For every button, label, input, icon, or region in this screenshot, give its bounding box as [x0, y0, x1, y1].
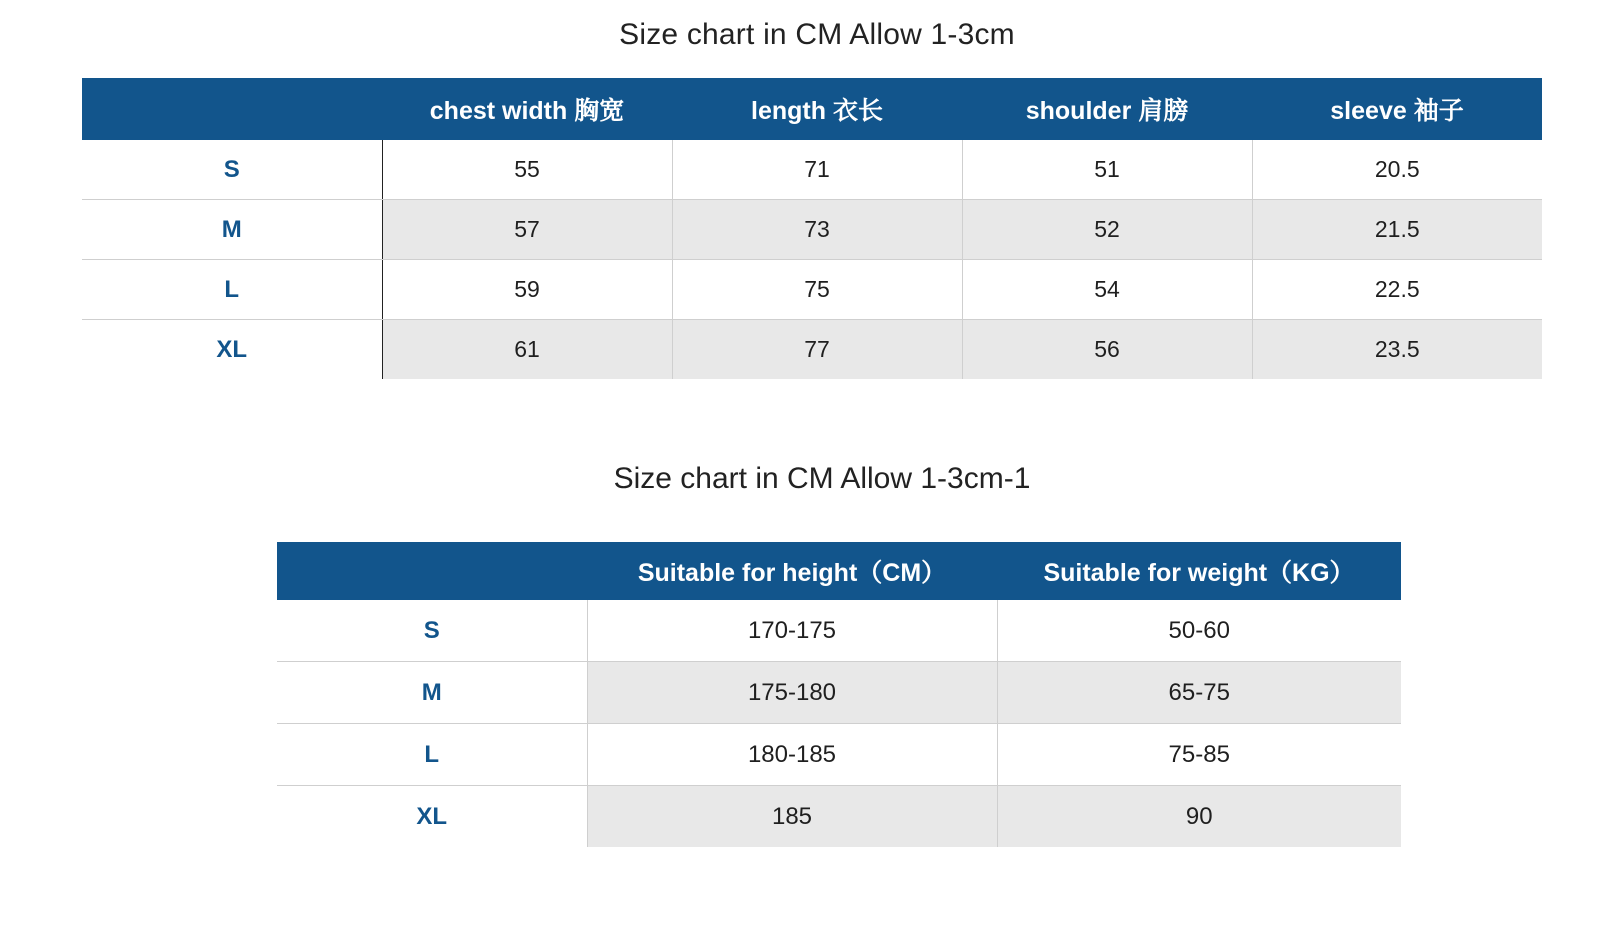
cell-chest-width: 57 [382, 200, 672, 260]
cell-length: 77 [672, 320, 962, 380]
cell-shoulder: 54 [962, 260, 1252, 320]
cell-sleeve: 20.5 [1252, 140, 1542, 200]
table-row [277, 600, 1401, 662]
cell-weight: 50-60 [997, 600, 1401, 662]
cell-length: 73 [672, 200, 962, 260]
cell-height: 180-185 [587, 724, 997, 786]
column-header-size [277, 542, 587, 600]
column-header-chest-width: chest width 胸宽 [382, 78, 672, 140]
table-row [277, 724, 1401, 786]
table-row [277, 662, 1401, 724]
cell-sleeve: 23.5 [1252, 320, 1542, 380]
size-label: M [82, 200, 382, 260]
table-row [82, 320, 1542, 380]
size-label: M [277, 662, 587, 724]
column-header-sleeve: sleeve 袖子 [1252, 78, 1542, 140]
table-row [277, 786, 1401, 848]
size-label: L [82, 260, 382, 320]
cell-height: 185 [587, 786, 997, 848]
cell-shoulder: 52 [962, 200, 1252, 260]
size-label: L [277, 724, 587, 786]
size-label: XL [82, 320, 382, 380]
table-row [82, 200, 1542, 260]
column-header-height: Suitable for height（CM） [587, 542, 997, 600]
size-label: S [82, 140, 382, 200]
cell-sleeve: 22.5 [1252, 260, 1542, 320]
chart-1-title: Size chart in CM Allow 1-3cm [619, 18, 1015, 51]
cell-height: 175-180 [587, 662, 997, 724]
cell-length: 71 [672, 140, 962, 200]
size-label: XL [277, 786, 587, 848]
chart-2-title: Size chart in CM Allow 1-3cm-1 [613, 462, 1031, 495]
cell-weight: 90 [997, 786, 1401, 848]
cell-height: 170-175 [587, 600, 997, 662]
cell-chest-width: 61 [382, 320, 672, 380]
column-header-size [82, 78, 382, 140]
table-header-row [277, 542, 1401, 600]
size-chart-block-1 [0, 0, 1624, 52]
cell-chest-width: 59 [382, 260, 672, 320]
cell-sleeve: 21.5 [1252, 200, 1542, 260]
column-header-length: length 衣长 [672, 78, 962, 140]
table-row [82, 140, 1542, 200]
cell-length: 75 [672, 260, 962, 320]
size-label: S [277, 600, 587, 662]
column-header-shoulder: shoulder 肩膀 [962, 78, 1252, 140]
table-row [82, 260, 1542, 320]
cell-shoulder: 51 [962, 140, 1252, 200]
cell-chest-width: 55 [382, 140, 672, 200]
cell-shoulder: 56 [962, 320, 1252, 380]
height-weight-table [277, 542, 1401, 847]
measurements-table [82, 78, 1542, 379]
cell-weight: 65-75 [997, 662, 1401, 724]
table-header-row [82, 78, 1542, 140]
cell-weight: 75-85 [997, 724, 1401, 786]
column-header-weight: Suitable for weight（KG） [997, 542, 1401, 600]
